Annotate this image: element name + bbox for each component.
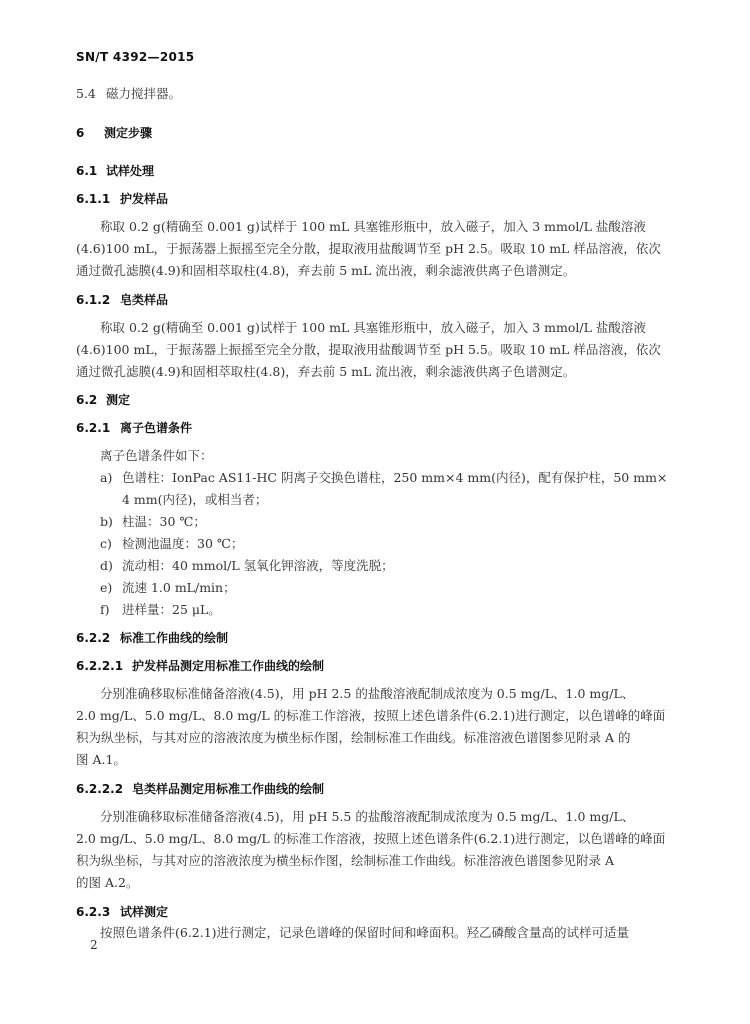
section-6-2-2-heading — [76, 630, 228, 646]
section-6-2-1-number: 6.2.1 — [76, 421, 111, 435]
section-6-2-1-heading — [76, 420, 192, 436]
section-6-1-2-heading — [76, 292, 168, 308]
section-6-2-2-1-heading — [76, 658, 324, 674]
section-6-2-number: 6.2 — [76, 393, 98, 407]
section-6-1-number: 6.1 — [76, 164, 98, 178]
section-6-2-1-title: 离子色谱条件 — [120, 421, 193, 435]
section-6-1-1-number: 6.1.1 — [76, 192, 111, 206]
conditions-intro: 离子色谱条件如下： — [100, 448, 213, 463]
list-marker: a) — [100, 470, 113, 485]
section-6-2-2-title: 标准工作曲线的绘制 — [120, 631, 229, 645]
standard-number: SN/T 4392—2015 — [76, 50, 195, 64]
paragraph-line: 分别准确移取标准储备溶液(4.5)，用 pH 2.5 的盐酸溶液配制成浓度为 0.5 mg/L、1.0 mg/L、 — [100, 686, 635, 701]
paragraph-line: 通过微孔滤膜(4.9)和固相萃取柱(4.8)，弃去前 5 mL 流出液，剩余滤液供离子色谱测定。 — [76, 364, 576, 379]
paragraph-line: 2.0 mg/L、5.0 mg/L、8.0 mg/L 的标准工作溶液，按照上述色谱条件(6.2.1)进行测定，以色谱峰的峰面 — [76, 831, 666, 846]
list-marker: b) — [100, 514, 113, 529]
section-6-1-1-title: 护发样品 — [120, 192, 169, 206]
list-item — [100, 514, 206, 530]
section-6-2-3-heading — [76, 904, 168, 920]
section-6-1-heading — [76, 163, 154, 179]
paragraph-line: 通过微孔滤膜(4.9)和固相萃取柱(4.8)，弃去前 5 mL 流出液，剩余滤液供离子色谱测定。 — [76, 263, 576, 278]
clause-5-4 — [76, 86, 181, 102]
paragraph-line: 2.0 mg/L、5.0 mg/L、8.0 mg/L 的标准工作溶液，按照上述色谱条件(6.2.1)进行测定，以色谱峰的峰面 — [76, 708, 666, 723]
section-6-heading — [76, 125, 152, 141]
list-item — [100, 536, 243, 552]
section-6-number: 6 — [76, 126, 85, 140]
section-6-2-heading — [76, 392, 130, 408]
paragraph-line: 称取 0.2 g(精确至 0.001 g)试样于 100 mL 具塞锥形瓶中，放入磁子，加入 3 mmol/L 盐酸溶液 — [100, 320, 646, 335]
section-6-2-2-1-title: 护发样品测定用标准工作曲线的绘制 — [132, 659, 325, 673]
section-6-1-2-number: 6.1.2 — [76, 293, 111, 307]
section-6-2-2-2-heading — [76, 781, 324, 797]
clause-5-4-number: 5.4 — [76, 86, 96, 101]
section-6-2-3-number: 6.2.3 — [76, 905, 111, 919]
paragraph-line: 积为纵坐标，与其对应的溶液浓度为横坐标作图，绘制标准工作曲线。标准溶液色谱图参见附录 A 的 — [76, 730, 631, 745]
paragraph-line: 分别准确移取标准储备溶液(4.5)，用 pH 5.5 的盐酸溶液配制成浓度为 0.5 mg/L、1.0 mg/L、 — [100, 809, 635, 824]
section-6-2-3-title: 试样测定 — [120, 905, 169, 919]
list-item — [100, 470, 667, 486]
section-6-1-1-heading — [76, 191, 168, 207]
list-text: 色谱柱：IonPac AS11-HC 阴离子交换色谱柱，250 mm×4 mm(内径)，配有保护柱，50 mm× — [122, 470, 668, 485]
list-text: 柱温：30 ℃； — [122, 514, 206, 529]
paragraph-line: 按照色谱条件(6.2.1)进行测定，记录色谱峰的保留时间和峰面积。羟乙磷酸含量高的试样可适量 — [100, 925, 630, 940]
page-number: 2 — [90, 938, 98, 952]
list-marker: d) — [100, 558, 113, 573]
clause-5-4-text: 磁力搅拌器。 — [106, 86, 182, 101]
paragraph-line: (4.6)100 mL，于振荡器上振摇至完全分散，提取液用盐酸调节至 pH 2.5。吸取 10 mL 样品溶液，依次 — [76, 241, 661, 256]
section-6-2-2-1-number: 6.2.2.1 — [76, 659, 124, 673]
list-text: 进样量：25 μL。 — [122, 602, 221, 617]
list-marker: e) — [100, 580, 113, 595]
section-6-2-2-2-number: 6.2.2.2 — [76, 782, 124, 796]
list-item — [100, 602, 221, 618]
paragraph-line: 的图 A.2。 — [76, 875, 139, 890]
section-6-1-2-title: 皂类样品 — [120, 293, 169, 307]
list-item — [100, 558, 394, 574]
list-item-continuation: 4 mm(内径)，或相当者； — [122, 492, 268, 507]
paragraph-line: 积为纵坐标，与其对应的溶液浓度为横坐标作图，绘制标准工作曲线。标准溶液色谱图参见附录 A — [76, 853, 615, 868]
section-6-2-2-number: 6.2.2 — [76, 631, 111, 645]
list-text: 流动相：40 mmol/L 氢氧化钾溶液，等度洗脱； — [122, 558, 394, 573]
list-text: 检测池温度：30 ℃； — [122, 536, 244, 551]
paragraph-line: 称取 0.2 g(精确至 0.001 g)试样于 100 mL 具塞锥形瓶中，放入磁子，加入 3 mmol/L 盐酸溶液 — [100, 219, 646, 234]
section-6-2-2-2-title: 皂类样品测定用标准工作曲线的绘制 — [132, 782, 325, 796]
paragraph-line: (4.6)100 mL，于振荡器上振摇至完全分散，提取液用盐酸调节至 pH 5.5。吸取 10 mL 样品溶液，依次 — [76, 342, 661, 357]
paragraph-line: 图 A.1。 — [76, 752, 126, 767]
list-item — [100, 580, 236, 596]
list-marker: c) — [100, 536, 112, 551]
list-text: 流速 1.0 mL/min； — [122, 580, 236, 595]
section-6-1-title: 试样处理 — [106, 164, 155, 178]
section-6-title: 测定步骤 — [104, 126, 153, 140]
list-marker: f) — [100, 602, 110, 617]
section-6-2-title: 测定 — [106, 393, 131, 407]
